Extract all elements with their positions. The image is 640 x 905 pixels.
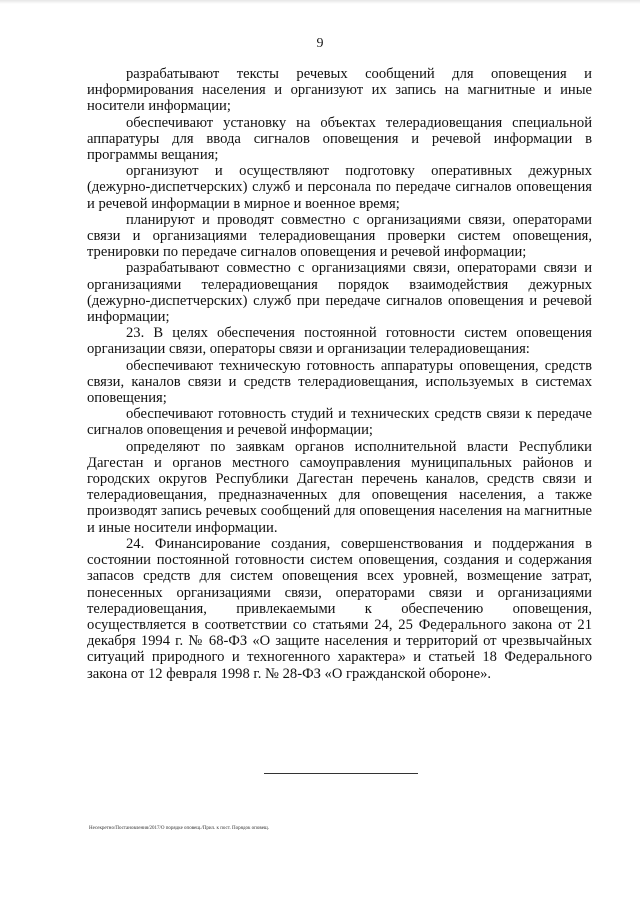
- paragraph-clause-24-financing: 24. Финансирование создания, совершенствования и поддержания в состоянии постоянной готовности систем оповещения, создания и содержания запасов средств для систем оповещения всех уровней, возмещение затрат, понесенных организациями связи, операторами связи и организациями телерадиовещания, привлекаемыми к обеспечению оповещения, осуществляется в соответствии со статьями 24, 25 Федерального закона от 21 декабря 1994 г. № 68-ФЗ «О защите населения и территорий от чрезвычайных ситуаций природного и техногенного характера» и статьей 18 Федерального закона от 12 февраля 1998 г. № 28-ФЗ «О гражданской обороне».: [87, 535, 592, 682]
- paragraph-system-checks: планируют и проводят совместно с организациями связи, операторами связи и организациями телерадиовещания проверки систем оповещения, тренировки по передаче сигналов оповещения и речевой информации;: [87, 211, 592, 261]
- closing-divider: [264, 773, 418, 774]
- paragraph-duty-training: организуют и осуществляют подготовку оперативных дежурных (дежурно-диспетчерских) служб и персонала по передаче сигналов оповещения и речевой информации в мирное и военное время;: [87, 163, 592, 212]
- document-body: [87, 66, 592, 682]
- footer-file-path: Несекретно/Постановления/2017/О порядке оповещ./Прил. к пост. Порядок оповещ.: [89, 826, 270, 831]
- paragraph-interaction-procedure: разрабатывают совместно с организациями связи, операторами связи и организациями телерадиовещания порядок взаимодействия дежурных (дежурно-диспетчерских) служб при передаче сигналов оповещения и речевой информации;: [87, 260, 592, 326]
- paragraph-channel-list: определяют по заявкам органов исполнительной власти Республики Дагестан и органов местного самоуправления муниципальных районов и городских округов Республики Дагестан перечень каналов, средств связи и телерадиовещания, предназначенных для оповещения населения, а также производят запись речевых сообщений для оповещения населения на магнитные и иные носители информации.: [87, 438, 592, 536]
- paragraph-voice-messages: разрабатывают тексты речевых сообщений для оповещения и информирования населения и организуют их запись на магнитные и иные носители информации;: [87, 66, 592, 115]
- page-number: 9: [316, 36, 324, 51]
- scan-edge: [0, 0, 640, 4]
- paragraph-studio-readiness: обеспечивают готовность студий и технических средств связи к передаче сигналов оповещения и речевой информации;: [87, 406, 592, 439]
- paragraph-clause-23: 23. В целях обеспечения постоянной готовности систем оповещения организации связи, операторы связи и организации телерадиовещания:: [87, 325, 592, 358]
- paragraph-broadcast-equipment: обеспечивают установку на объектах телерадиовещания специальной аппаратуры для ввода сигналов оповещения и речевой информации в программы вещания;: [87, 114, 592, 164]
- paragraph-technical-readiness: обеспечивают техническую готовность аппаратуры оповещения, средств связи, каналов связи и средств телерадиовещания, используемых в системах оповещения;: [87, 357, 592, 407]
